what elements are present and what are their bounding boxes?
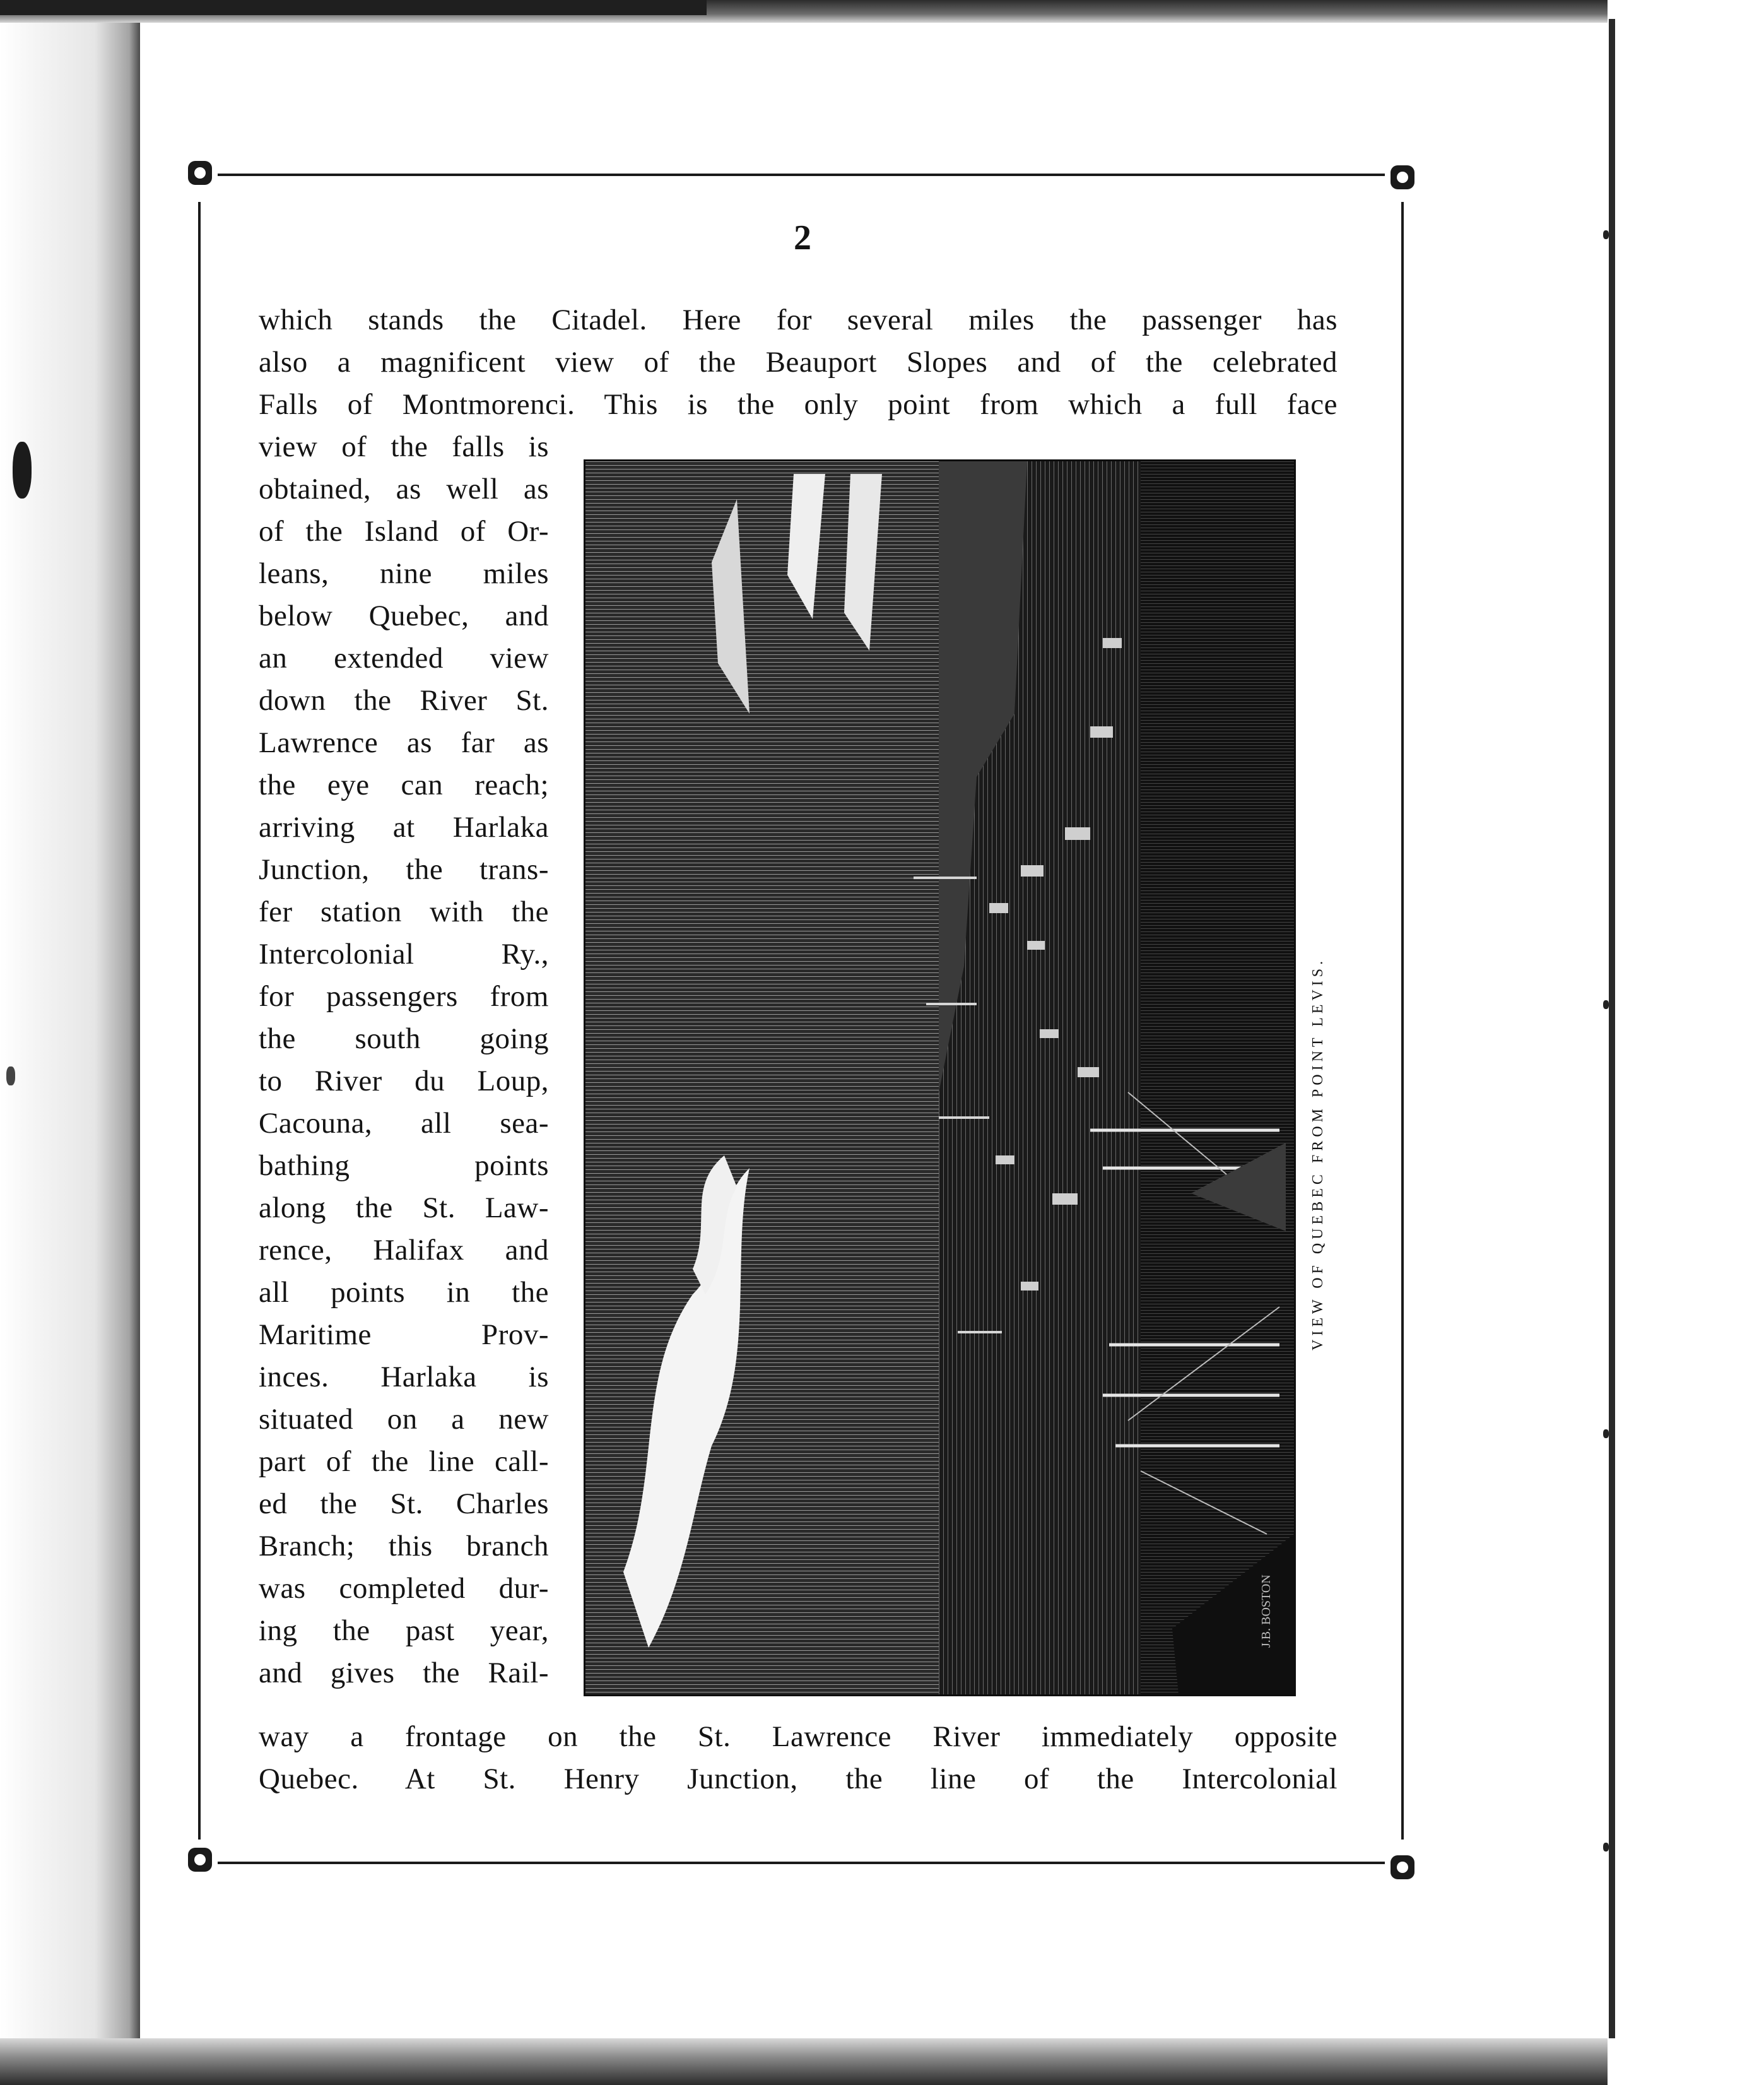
corner-ornament-icon [1391,165,1414,189]
page-number: 2 [794,218,811,257]
column-line: situated on a new [259,1403,549,1436]
text-line: which stands the Citadel. Here for several miles the passenger has [259,304,1338,336]
scan-artifact [1603,1429,1609,1438]
illustration-caption: VIEW OF QUEBEC FROM POINT LEVIS. [1310,957,1326,1350]
column-line: view of the falls is [259,430,549,463]
column-line: was completed dur- [259,1572,549,1605]
border-top [218,174,1385,176]
column-line: bathing points [259,1149,549,1182]
engraver-signature: J.B. BOSTON [1259,1574,1273,1648]
text-line: Falls of Montmorenci. This is the only point from which a full face [259,388,1338,421]
scan-edge-left [0,0,140,2085]
column-line: along the St. Law- [259,1191,549,1224]
corner-ornament-icon [188,161,212,185]
column-line: fer station with the [259,895,549,928]
column-line: arriving at Harlaka [259,811,549,844]
column-line: down the River St. [259,684,549,717]
scan-edge-top-dark [0,0,707,15]
column-line: all points in the [259,1276,549,1309]
column-line: the eye can reach; [259,769,549,801]
corner-ornament-icon [188,1848,212,1872]
column-line: Junction, the trans- [259,853,549,886]
scan-artifact [1603,1843,1609,1852]
column-line: Branch; this branch [259,1530,549,1562]
column-line: Lawrence as far as [259,726,549,759]
next-page-blank [1608,0,1764,2085]
column-line: inces. Harlaka is [259,1361,549,1393]
column-line: part of the line call- [259,1445,549,1478]
text-line: Quebec. At St. Henry Junction, the line of the Intercolonial [259,1763,1338,1795]
scan-artifact [6,1066,15,1085]
scan-artifact [1603,1000,1609,1009]
corner-ornament-icon [1391,1855,1414,1879]
column-line: the south going [259,1022,549,1055]
column-line: ing the past year, [259,1614,549,1647]
border-right [1401,202,1404,1840]
text-line: way a frontage on the St. Lawrence River immediately opposite [259,1720,1338,1753]
column-line: to River du Loup, [259,1065,549,1097]
column-line: for passengers from [259,980,549,1013]
column-line: obtained, as well as [259,473,549,505]
column-line: and gives the Rail- [259,1657,549,1689]
column-line: below Quebec, and [259,600,549,632]
text-line: also a magnificent view of the Beauport Slopes and of the celebrated [259,346,1338,379]
column-line: Cacouna, all sea- [259,1107,549,1140]
column-line: leans, nine miles [259,557,549,590]
scan-artifact [1603,230,1609,239]
column-line: of the Island of Or- [259,515,549,548]
column-line: ed the St. Charles [259,1487,549,1520]
border-bottom [218,1862,1385,1864]
page-fold-line [1609,19,1615,2038]
column-line: Maritime Prov- [259,1318,549,1351]
border-left [198,202,201,1840]
column-line: an extended view [259,642,549,675]
engraving-illustration [584,459,1296,1696]
scan-artifact [13,442,32,499]
column-line: Intercolonial Ry., [259,938,549,971]
scan-edge-bottom [0,2038,1764,2085]
column-line: rence, Halifax and [259,1234,549,1267]
